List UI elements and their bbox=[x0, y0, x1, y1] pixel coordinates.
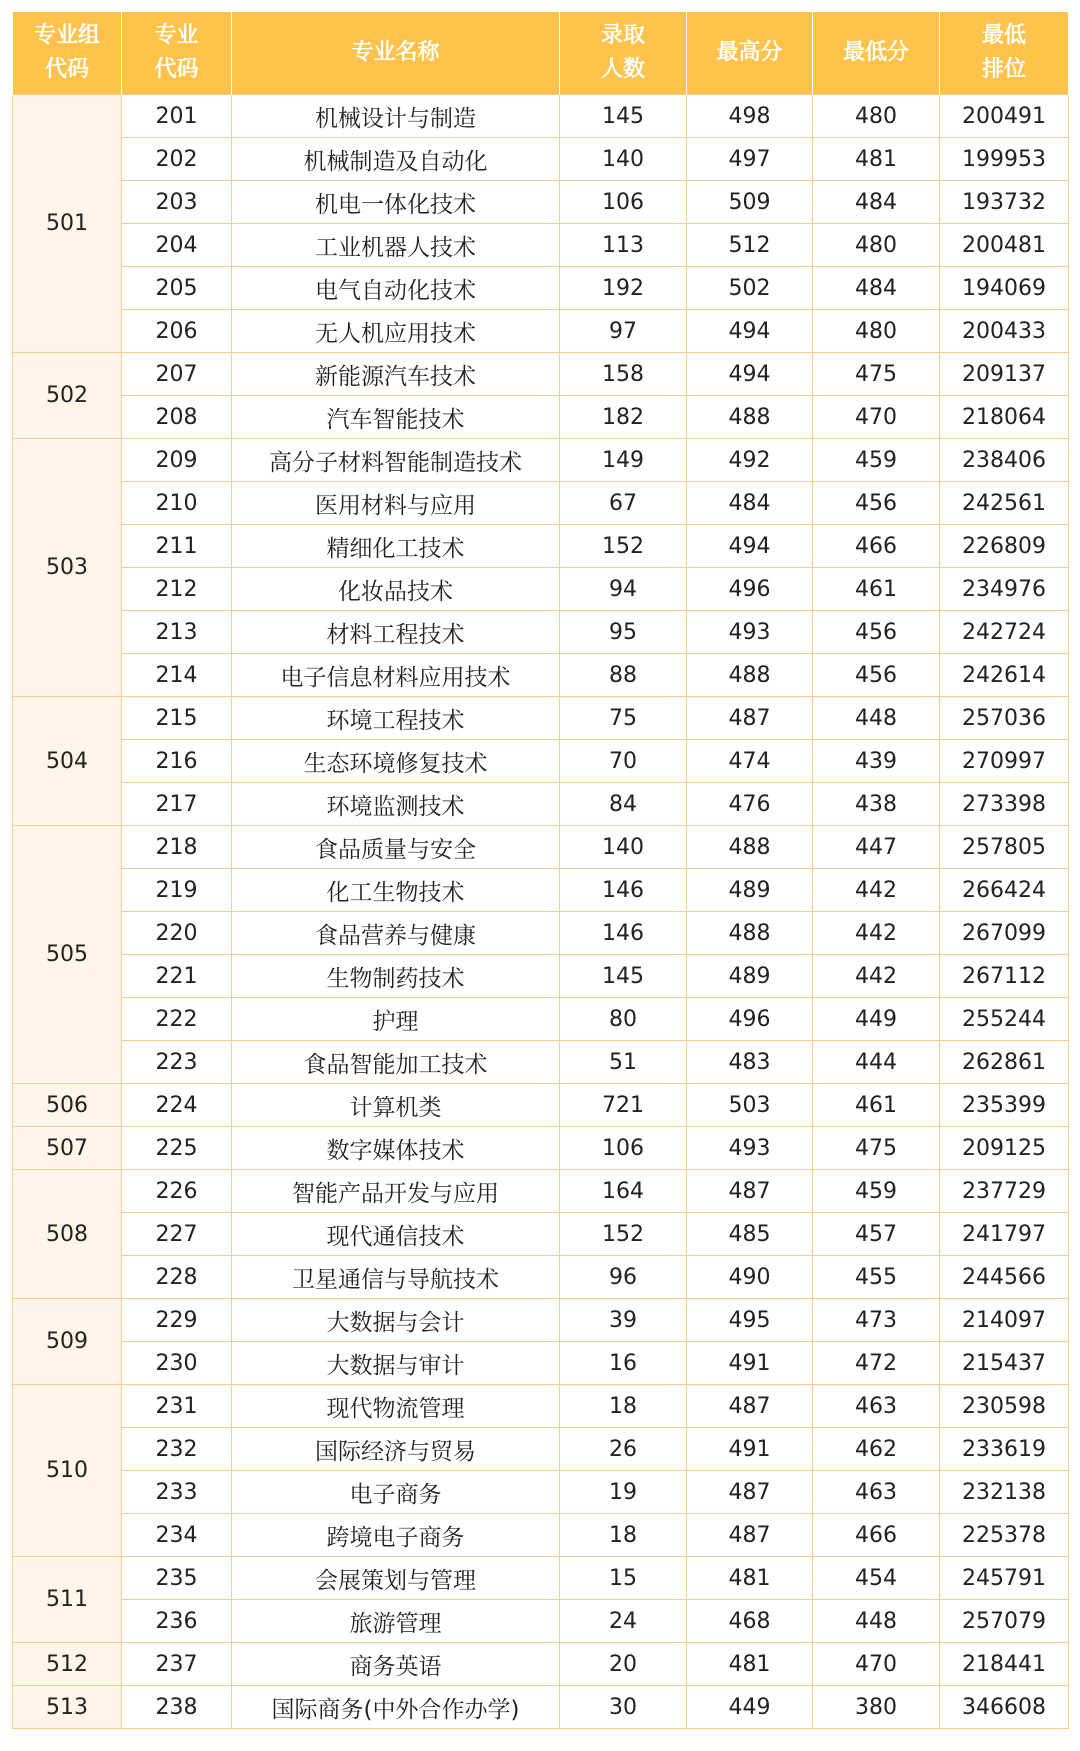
major-name-cell: 机械设计与制造 bbox=[232, 95, 560, 138]
major-name-cell: 生态环境修复技术 bbox=[232, 740, 560, 783]
lowest-score-cell: 449 bbox=[813, 998, 940, 1041]
table-row bbox=[13, 1084, 1069, 1127]
admitted-count-cell: 140 bbox=[560, 138, 687, 181]
admission-score-table bbox=[12, 12, 1069, 1729]
lowest-rank-cell: 214097 bbox=[940, 1299, 1069, 1342]
lowest-score-cell: 475 bbox=[813, 353, 940, 396]
lowest-score-cell: 473 bbox=[813, 1299, 940, 1342]
lowest-rank-cell: 266424 bbox=[940, 869, 1069, 912]
lowest-rank-cell: 218441 bbox=[940, 1643, 1069, 1686]
major-name-cell: 旅游管理 bbox=[232, 1600, 560, 1643]
admitted-count-cell: 19 bbox=[560, 1471, 687, 1514]
admitted-count-cell: 30 bbox=[560, 1686, 687, 1729]
admitted-count-cell: 158 bbox=[560, 353, 687, 396]
major-name-cell: 数字媒体技术 bbox=[232, 1127, 560, 1170]
lowest-rank-cell: 267112 bbox=[940, 955, 1069, 998]
lowest-score-cell: 462 bbox=[813, 1428, 940, 1471]
admitted-count-cell: 721 bbox=[560, 1084, 687, 1127]
lowest-score-cell: 463 bbox=[813, 1471, 940, 1514]
major-code-cell: 227 bbox=[122, 1213, 232, 1256]
table-row bbox=[13, 826, 1069, 869]
highest-score-cell: 487 bbox=[687, 1385, 813, 1428]
major-code-cell: 233 bbox=[122, 1471, 232, 1514]
header-row bbox=[13, 12, 1069, 95]
major-code-cell: 235 bbox=[122, 1557, 232, 1600]
lowest-rank-cell: 235399 bbox=[940, 1084, 1069, 1127]
highest-score-cell: 484 bbox=[687, 482, 813, 525]
major-name-cell: 国际商务(中外合作办学) bbox=[232, 1686, 560, 1729]
table-row bbox=[13, 310, 1069, 353]
admitted-count-cell: 146 bbox=[560, 912, 687, 955]
highest-score-cell: 487 bbox=[687, 1471, 813, 1514]
highest-score-cell: 496 bbox=[687, 998, 813, 1041]
major-name-cell: 食品营养与健康 bbox=[232, 912, 560, 955]
admitted-count-cell: 113 bbox=[560, 224, 687, 267]
group-code-cell: 507 bbox=[13, 1127, 122, 1170]
lowest-score-cell: 475 bbox=[813, 1127, 940, 1170]
major-name-cell: 国际经济与贸易 bbox=[232, 1428, 560, 1471]
admitted-count-cell: 51 bbox=[560, 1041, 687, 1084]
major-code-cell: 236 bbox=[122, 1600, 232, 1643]
lowest-rank-cell: 200433 bbox=[940, 310, 1069, 353]
admitted-count-cell: 192 bbox=[560, 267, 687, 310]
major-code-cell: 220 bbox=[122, 912, 232, 955]
table-row bbox=[13, 783, 1069, 826]
major-code-cell: 222 bbox=[122, 998, 232, 1041]
lowest-score-cell: 442 bbox=[813, 869, 940, 912]
highest-score-cell: 487 bbox=[687, 1170, 813, 1213]
admitted-count-cell: 26 bbox=[560, 1428, 687, 1471]
header-major-name: 专业名称 bbox=[232, 12, 560, 95]
highest-score-cell: 492 bbox=[687, 439, 813, 482]
admitted-count-cell: 94 bbox=[560, 568, 687, 611]
lowest-score-cell: 459 bbox=[813, 1170, 940, 1213]
admitted-count-cell: 67 bbox=[560, 482, 687, 525]
lowest-rank-cell: 218064 bbox=[940, 396, 1069, 439]
table-row bbox=[13, 482, 1069, 525]
lowest-score-cell: 470 bbox=[813, 1643, 940, 1686]
table-row bbox=[13, 1256, 1069, 1299]
major-name-cell: 智能产品开发与应用 bbox=[232, 1170, 560, 1213]
lowest-rank-cell: 232138 bbox=[940, 1471, 1069, 1514]
group-code-cell: 503 bbox=[13, 439, 122, 697]
table-row bbox=[13, 998, 1069, 1041]
major-name-cell: 食品智能加工技术 bbox=[232, 1041, 560, 1084]
lowest-score-cell: 438 bbox=[813, 783, 940, 826]
highest-score-cell: 496 bbox=[687, 568, 813, 611]
lowest-rank-cell: 200491 bbox=[940, 95, 1069, 138]
table-row bbox=[13, 568, 1069, 611]
major-code-cell: 203 bbox=[122, 181, 232, 224]
highest-score-cell: 494 bbox=[687, 310, 813, 353]
admitted-count-cell: 24 bbox=[560, 1600, 687, 1643]
table-row bbox=[13, 138, 1069, 181]
highest-score-cell: 502 bbox=[687, 267, 813, 310]
group-code-cell: 509 bbox=[13, 1299, 122, 1385]
table-row bbox=[13, 1471, 1069, 1514]
admitted-count-cell: 96 bbox=[560, 1256, 687, 1299]
highest-score-cell: 498 bbox=[687, 95, 813, 138]
major-name-cell: 精细化工技术 bbox=[232, 525, 560, 568]
admitted-count-cell: 88 bbox=[560, 654, 687, 697]
group-code-cell: 508 bbox=[13, 1170, 122, 1299]
admitted-count-cell: 39 bbox=[560, 1299, 687, 1342]
highest-score-cell: 468 bbox=[687, 1600, 813, 1643]
header-group-code: 专业组 代码 bbox=[13, 12, 122, 95]
admitted-count-cell: 97 bbox=[560, 310, 687, 353]
major-code-cell: 231 bbox=[122, 1385, 232, 1428]
major-code-cell: 205 bbox=[122, 267, 232, 310]
major-code-cell: 223 bbox=[122, 1041, 232, 1084]
admitted-count-cell: 140 bbox=[560, 826, 687, 869]
major-name-cell: 工业机器人技术 bbox=[232, 224, 560, 267]
major-name-cell: 电子商务 bbox=[232, 1471, 560, 1514]
table-row bbox=[13, 1600, 1069, 1643]
major-code-cell: 207 bbox=[122, 353, 232, 396]
admitted-count-cell: 152 bbox=[560, 1213, 687, 1256]
major-name-cell: 护理 bbox=[232, 998, 560, 1041]
major-code-cell: 224 bbox=[122, 1084, 232, 1127]
lowest-score-cell: 459 bbox=[813, 439, 940, 482]
lowest-score-cell: 480 bbox=[813, 95, 940, 138]
major-code-cell: 229 bbox=[122, 1299, 232, 1342]
major-code-cell: 201 bbox=[122, 95, 232, 138]
major-name-cell: 无人机应用技术 bbox=[232, 310, 560, 353]
lowest-rank-cell: 242561 bbox=[940, 482, 1069, 525]
header-major-code: 专业 代码 bbox=[122, 12, 232, 95]
lowest-score-cell: 461 bbox=[813, 568, 940, 611]
group-code-cell: 501 bbox=[13, 95, 122, 353]
major-name-cell: 化工生物技术 bbox=[232, 869, 560, 912]
lowest-score-cell: 481 bbox=[813, 138, 940, 181]
major-name-cell: 环境工程技术 bbox=[232, 697, 560, 740]
highest-score-cell: 491 bbox=[687, 1342, 813, 1385]
table-header bbox=[13, 12, 1069, 95]
major-name-cell: 现代物流管理 bbox=[232, 1385, 560, 1428]
major-name-cell: 跨境电子商务 bbox=[232, 1514, 560, 1557]
major-name-cell: 大数据与审计 bbox=[232, 1342, 560, 1385]
major-name-cell: 医用材料与应用 bbox=[232, 482, 560, 525]
major-name-cell: 现代通信技术 bbox=[232, 1213, 560, 1256]
table-row bbox=[13, 1428, 1069, 1471]
admitted-count-cell: 75 bbox=[560, 697, 687, 740]
admitted-count-cell: 80 bbox=[560, 998, 687, 1041]
lowest-rank-cell: 241797 bbox=[940, 1213, 1069, 1256]
lowest-rank-cell: 215437 bbox=[940, 1342, 1069, 1385]
highest-score-cell: 497 bbox=[687, 138, 813, 181]
highest-score-cell: 488 bbox=[687, 826, 813, 869]
lowest-rank-cell: 200481 bbox=[940, 224, 1069, 267]
admitted-count-cell: 84 bbox=[560, 783, 687, 826]
lowest-rank-cell: 233619 bbox=[940, 1428, 1069, 1471]
table-row bbox=[13, 1643, 1069, 1686]
admitted-count-cell: 15 bbox=[560, 1557, 687, 1600]
admitted-count-cell: 182 bbox=[560, 396, 687, 439]
highest-score-cell: 487 bbox=[687, 697, 813, 740]
admitted-count-cell: 18 bbox=[560, 1514, 687, 1557]
table-row bbox=[13, 869, 1069, 912]
highest-score-cell: 488 bbox=[687, 912, 813, 955]
group-code-cell: 511 bbox=[13, 1557, 122, 1643]
lowest-rank-cell: 238406 bbox=[940, 439, 1069, 482]
major-name-cell: 电气自动化技术 bbox=[232, 267, 560, 310]
major-name-cell: 汽车智能技术 bbox=[232, 396, 560, 439]
highest-score-cell: 489 bbox=[687, 955, 813, 998]
major-code-cell: 237 bbox=[122, 1643, 232, 1686]
highest-score-cell: 476 bbox=[687, 783, 813, 826]
lowest-rank-cell: 199953 bbox=[940, 138, 1069, 181]
table-row bbox=[13, 912, 1069, 955]
lowest-rank-cell: 346608 bbox=[940, 1686, 1069, 1729]
lowest-score-cell: 463 bbox=[813, 1385, 940, 1428]
highest-score-cell: 495 bbox=[687, 1299, 813, 1342]
lowest-score-cell: 466 bbox=[813, 1514, 940, 1557]
lowest-rank-cell: 230598 bbox=[940, 1385, 1069, 1428]
lowest-score-cell: 470 bbox=[813, 396, 940, 439]
major-name-cell: 机械制造及自动化 bbox=[232, 138, 560, 181]
major-code-cell: 214 bbox=[122, 654, 232, 697]
table-row bbox=[13, 1041, 1069, 1084]
table-row bbox=[13, 654, 1069, 697]
highest-score-cell: 481 bbox=[687, 1643, 813, 1686]
admitted-count-cell: 106 bbox=[560, 181, 687, 224]
major-name-cell: 机电一体化技术 bbox=[232, 181, 560, 224]
major-name-cell: 计算机类 bbox=[232, 1084, 560, 1127]
lowest-score-cell: 448 bbox=[813, 697, 940, 740]
major-code-cell: 208 bbox=[122, 396, 232, 439]
table-body bbox=[13, 95, 1069, 1729]
highest-score-cell: 494 bbox=[687, 353, 813, 396]
table-row bbox=[13, 740, 1069, 783]
lowest-rank-cell: 194069 bbox=[940, 267, 1069, 310]
lowest-score-cell: 454 bbox=[813, 1557, 940, 1600]
highest-score-cell: 483 bbox=[687, 1041, 813, 1084]
lowest-rank-cell: 267099 bbox=[940, 912, 1069, 955]
major-code-cell: 221 bbox=[122, 955, 232, 998]
header-highest-score: 最高分 bbox=[687, 12, 813, 95]
group-code-cell: 506 bbox=[13, 1084, 122, 1127]
lowest-rank-cell: 257805 bbox=[940, 826, 1069, 869]
lowest-score-cell: 472 bbox=[813, 1342, 940, 1385]
lowest-rank-cell: 193732 bbox=[940, 181, 1069, 224]
lowest-rank-cell: 242724 bbox=[940, 611, 1069, 654]
lowest-rank-cell: 225378 bbox=[940, 1514, 1069, 1557]
major-code-cell: 202 bbox=[122, 138, 232, 181]
table-row bbox=[13, 224, 1069, 267]
highest-score-cell: 491 bbox=[687, 1428, 813, 1471]
major-name-cell: 电子信息材料应用技术 bbox=[232, 654, 560, 697]
lowest-rank-cell: 234976 bbox=[940, 568, 1069, 611]
major-name-cell: 化妆品技术 bbox=[232, 568, 560, 611]
lowest-score-cell: 455 bbox=[813, 1256, 940, 1299]
lowest-score-cell: 484 bbox=[813, 181, 940, 224]
lowest-score-cell: 444 bbox=[813, 1041, 940, 1084]
table-row bbox=[13, 353, 1069, 396]
highest-score-cell: 494 bbox=[687, 525, 813, 568]
admitted-count-cell: 149 bbox=[560, 439, 687, 482]
lowest-rank-cell: 255244 bbox=[940, 998, 1069, 1041]
major-name-cell: 高分子材料智能制造技术 bbox=[232, 439, 560, 482]
major-code-cell: 218 bbox=[122, 826, 232, 869]
highest-score-cell: 481 bbox=[687, 1557, 813, 1600]
major-code-cell: 204 bbox=[122, 224, 232, 267]
lowest-score-cell: 456 bbox=[813, 611, 940, 654]
lowest-score-cell: 447 bbox=[813, 826, 940, 869]
major-code-cell: 213 bbox=[122, 611, 232, 654]
admitted-count-cell: 164 bbox=[560, 1170, 687, 1213]
admitted-count-cell: 16 bbox=[560, 1342, 687, 1385]
admitted-count-cell: 152 bbox=[560, 525, 687, 568]
major-name-cell: 环境监测技术 bbox=[232, 783, 560, 826]
lowest-rank-cell: 257079 bbox=[940, 1600, 1069, 1643]
group-code-cell: 502 bbox=[13, 353, 122, 439]
lowest-score-cell: 380 bbox=[813, 1686, 940, 1729]
group-code-cell: 510 bbox=[13, 1385, 122, 1557]
highest-score-cell: 474 bbox=[687, 740, 813, 783]
lowest-score-cell: 461 bbox=[813, 1084, 940, 1127]
table-row bbox=[13, 181, 1069, 224]
lowest-score-cell: 442 bbox=[813, 912, 940, 955]
lowest-score-cell: 439 bbox=[813, 740, 940, 783]
admitted-count-cell: 145 bbox=[560, 95, 687, 138]
major-code-cell: 217 bbox=[122, 783, 232, 826]
lowest-rank-cell: 209125 bbox=[940, 1127, 1069, 1170]
table-row bbox=[13, 1385, 1069, 1428]
lowest-score-cell: 442 bbox=[813, 955, 940, 998]
major-code-cell: 212 bbox=[122, 568, 232, 611]
lowest-rank-cell: 244566 bbox=[940, 1256, 1069, 1299]
table-row bbox=[13, 1686, 1069, 1729]
major-code-cell: 215 bbox=[122, 697, 232, 740]
table-row bbox=[13, 95, 1069, 138]
major-code-cell: 228 bbox=[122, 1256, 232, 1299]
admitted-count-cell: 70 bbox=[560, 740, 687, 783]
highest-score-cell: 493 bbox=[687, 1127, 813, 1170]
lowest-score-cell: 456 bbox=[813, 482, 940, 525]
major-code-cell: 225 bbox=[122, 1127, 232, 1170]
admitted-count-cell: 106 bbox=[560, 1127, 687, 1170]
group-code-cell: 504 bbox=[13, 697, 122, 826]
table-row bbox=[13, 1213, 1069, 1256]
group-code-cell: 505 bbox=[13, 826, 122, 1084]
lowest-rank-cell: 242614 bbox=[940, 654, 1069, 697]
header-admitted-count: 录取 人数 bbox=[560, 12, 687, 95]
major-code-cell: 209 bbox=[122, 439, 232, 482]
major-name-cell: 新能源汽车技术 bbox=[232, 353, 560, 396]
lowest-rank-cell: 257036 bbox=[940, 697, 1069, 740]
table-row bbox=[13, 1514, 1069, 1557]
highest-score-cell: 489 bbox=[687, 869, 813, 912]
table-row bbox=[13, 1557, 1069, 1600]
group-code-cell: 512 bbox=[13, 1643, 122, 1686]
admitted-count-cell: 95 bbox=[560, 611, 687, 654]
highest-score-cell: 503 bbox=[687, 1084, 813, 1127]
table-row bbox=[13, 1299, 1069, 1342]
lowest-score-cell: 480 bbox=[813, 224, 940, 267]
admission-table-container bbox=[12, 12, 1068, 1729]
table-row bbox=[13, 525, 1069, 568]
lowest-rank-cell: 270997 bbox=[940, 740, 1069, 783]
major-code-cell: 238 bbox=[122, 1686, 232, 1729]
highest-score-cell: 512 bbox=[687, 224, 813, 267]
table-row bbox=[13, 396, 1069, 439]
major-name-cell: 卫星通信与导航技术 bbox=[232, 1256, 560, 1299]
major-code-cell: 226 bbox=[122, 1170, 232, 1213]
lowest-rank-cell: 237729 bbox=[940, 1170, 1069, 1213]
major-name-cell: 食品质量与安全 bbox=[232, 826, 560, 869]
table-row bbox=[13, 439, 1069, 482]
lowest-score-cell: 456 bbox=[813, 654, 940, 697]
major-code-cell: 216 bbox=[122, 740, 232, 783]
admitted-count-cell: 18 bbox=[560, 1385, 687, 1428]
lowest-rank-cell: 245791 bbox=[940, 1557, 1069, 1600]
lowest-score-cell: 457 bbox=[813, 1213, 940, 1256]
lowest-score-cell: 484 bbox=[813, 267, 940, 310]
highest-score-cell: 493 bbox=[687, 611, 813, 654]
highest-score-cell: 490 bbox=[687, 1256, 813, 1299]
table-row bbox=[13, 1127, 1069, 1170]
header-lowest-score: 最低分 bbox=[813, 12, 940, 95]
admitted-count-cell: 20 bbox=[560, 1643, 687, 1686]
highest-score-cell: 487 bbox=[687, 1514, 813, 1557]
table-row bbox=[13, 611, 1069, 654]
table-row bbox=[13, 1342, 1069, 1385]
header-lowest-rank: 最低 排位 bbox=[940, 12, 1069, 95]
group-code-cell: 513 bbox=[13, 1686, 122, 1729]
major-code-cell: 210 bbox=[122, 482, 232, 525]
major-name-cell: 会展策划与管理 bbox=[232, 1557, 560, 1600]
major-code-cell: 206 bbox=[122, 310, 232, 353]
major-code-cell: 211 bbox=[122, 525, 232, 568]
lowest-rank-cell: 262861 bbox=[940, 1041, 1069, 1084]
major-code-cell: 219 bbox=[122, 869, 232, 912]
admitted-count-cell: 145 bbox=[560, 955, 687, 998]
highest-score-cell: 488 bbox=[687, 396, 813, 439]
major-name-cell: 大数据与会计 bbox=[232, 1299, 560, 1342]
highest-score-cell: 485 bbox=[687, 1213, 813, 1256]
major-code-cell: 230 bbox=[122, 1342, 232, 1385]
highest-score-cell: 449 bbox=[687, 1686, 813, 1729]
highest-score-cell: 509 bbox=[687, 181, 813, 224]
table-row bbox=[13, 697, 1069, 740]
lowest-score-cell: 480 bbox=[813, 310, 940, 353]
table-row bbox=[13, 1170, 1069, 1213]
major-name-cell: 商务英语 bbox=[232, 1643, 560, 1686]
lowest-rank-cell: 226809 bbox=[940, 525, 1069, 568]
major-name-cell: 材料工程技术 bbox=[232, 611, 560, 654]
major-code-cell: 234 bbox=[122, 1514, 232, 1557]
lowest-rank-cell: 209137 bbox=[940, 353, 1069, 396]
highest-score-cell: 488 bbox=[687, 654, 813, 697]
admitted-count-cell: 146 bbox=[560, 869, 687, 912]
lowest-score-cell: 466 bbox=[813, 525, 940, 568]
table-row bbox=[13, 267, 1069, 310]
lowest-rank-cell: 273398 bbox=[940, 783, 1069, 826]
lowest-score-cell: 448 bbox=[813, 1600, 940, 1643]
major-name-cell: 生物制药技术 bbox=[232, 955, 560, 998]
table-row bbox=[13, 955, 1069, 998]
major-code-cell: 232 bbox=[122, 1428, 232, 1471]
